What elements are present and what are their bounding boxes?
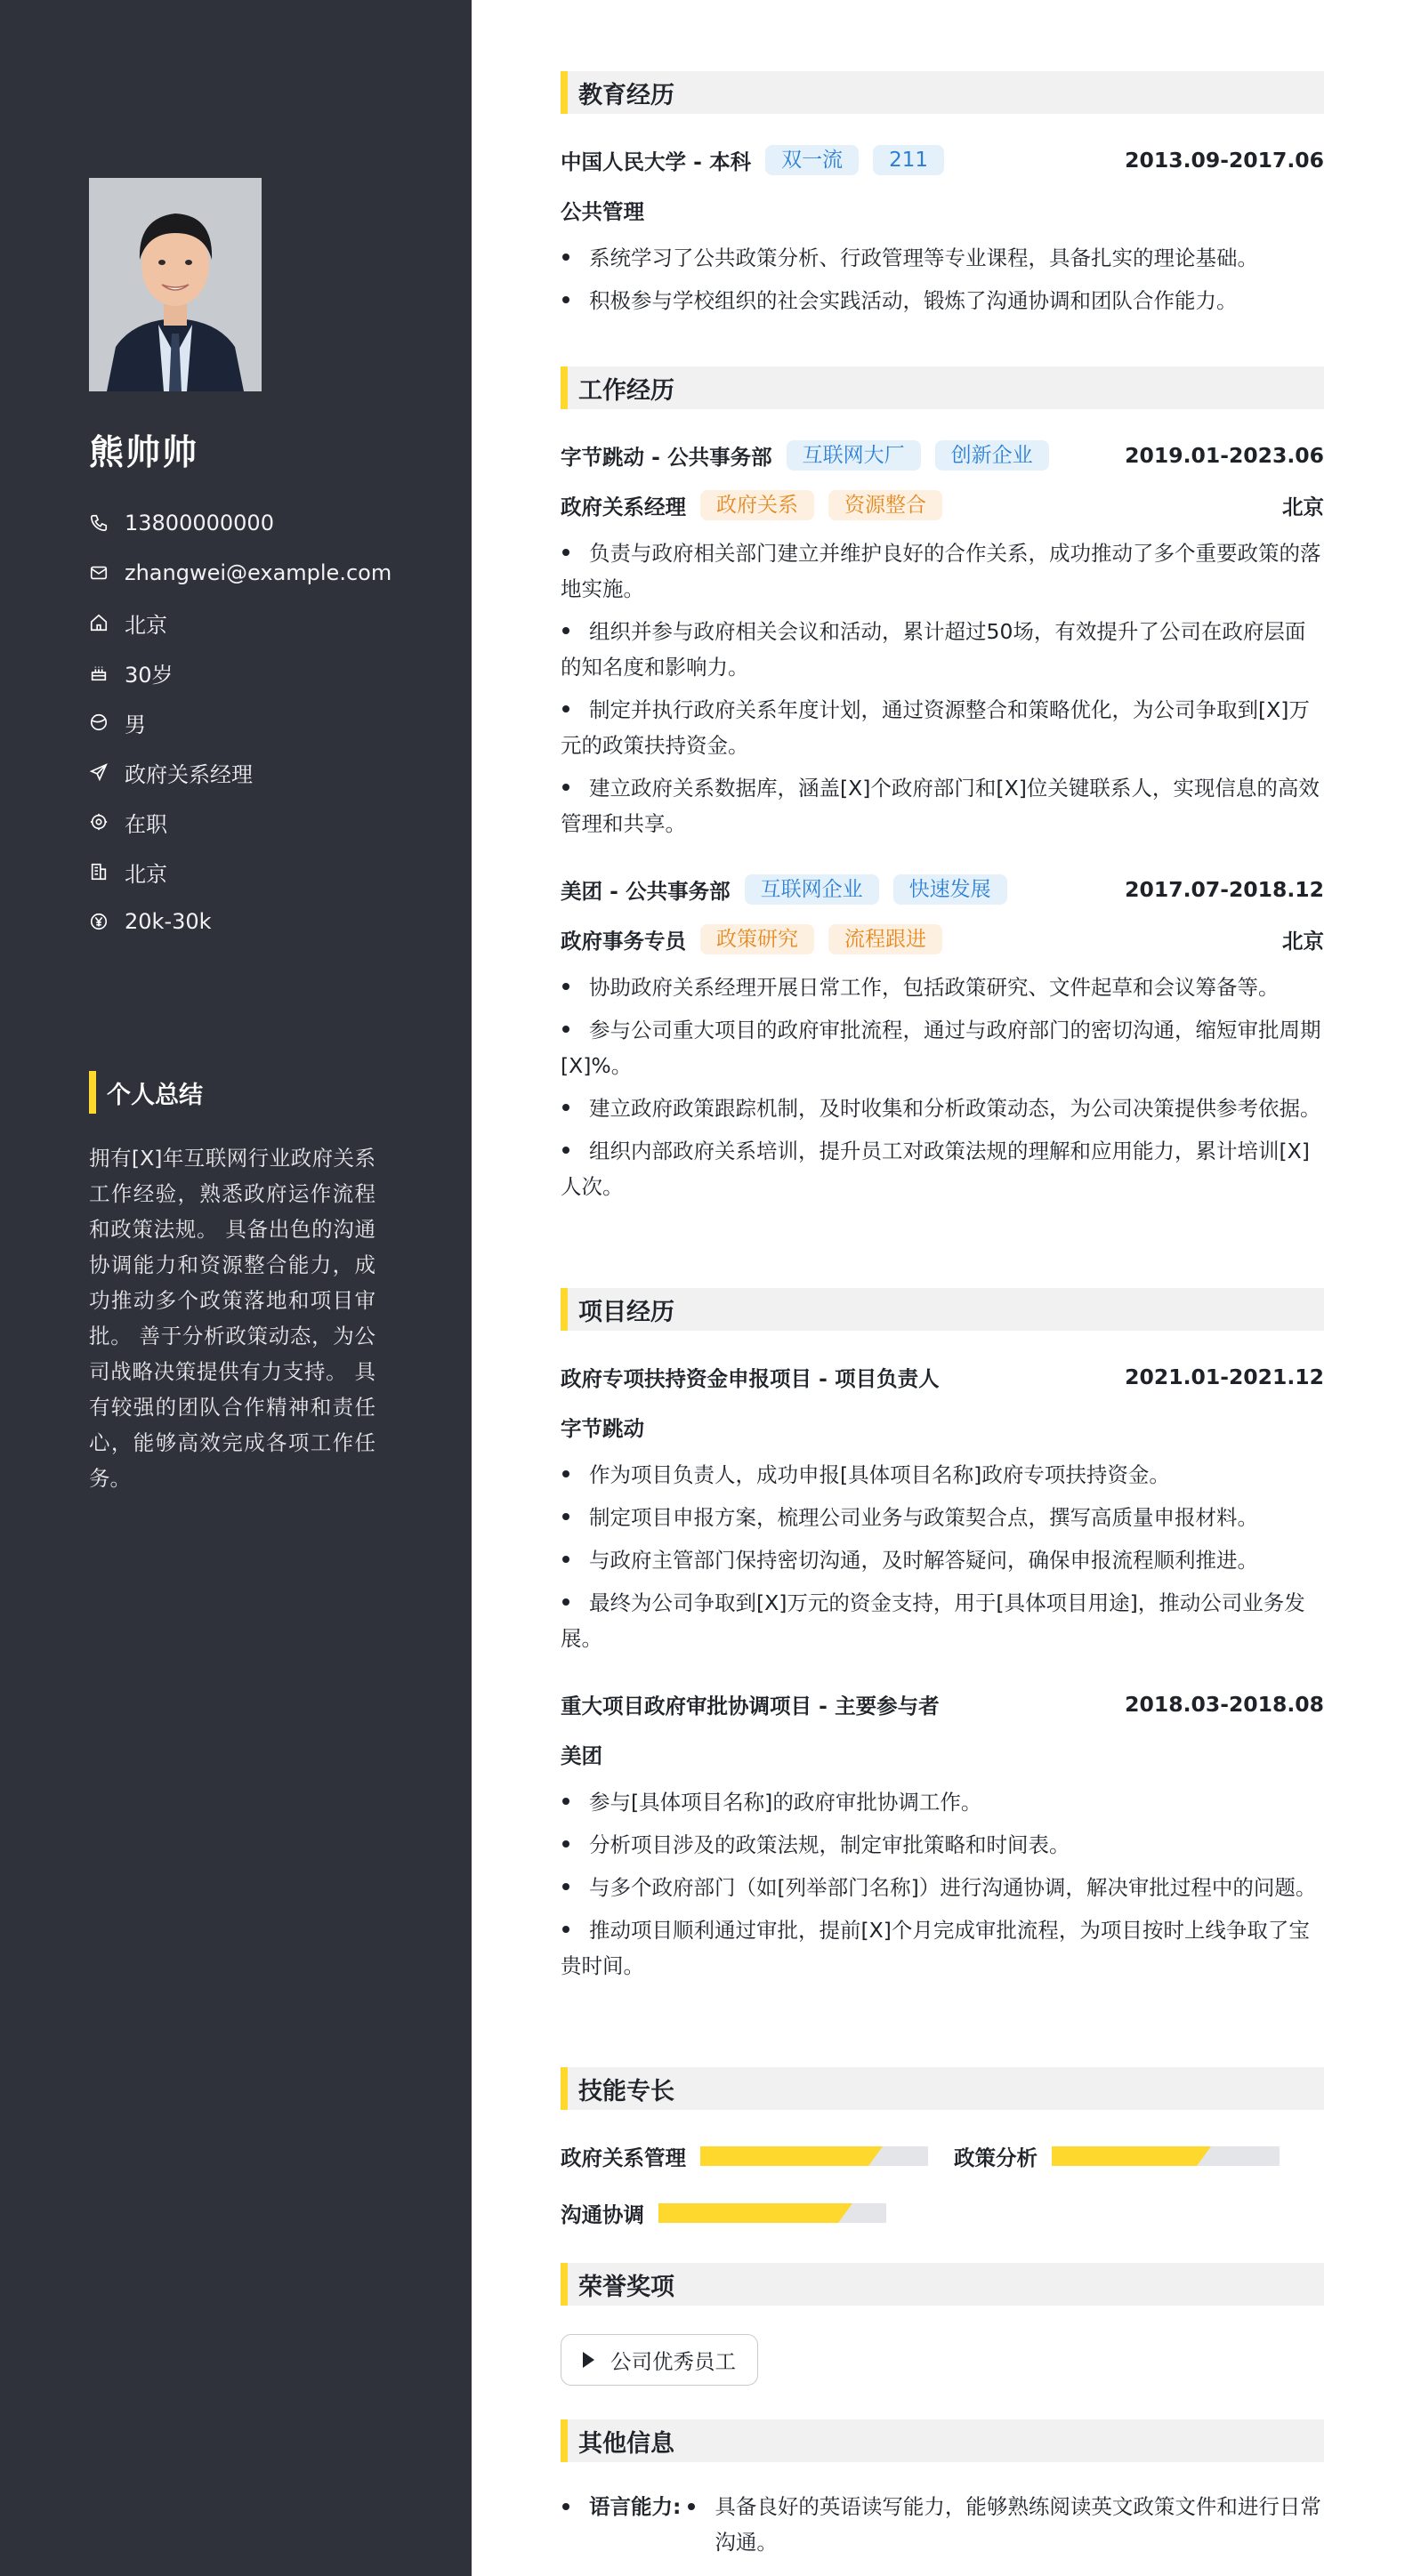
section-awards-title: 荣誉奖项 — [561, 2263, 1324, 2306]
job-date: 2017.07-2018.12 — [1125, 877, 1324, 902]
list-item: 组织并参与政府相关会议和活动，累计超过50场，有效提升了公司在政府层面的知名度和影响力。 — [561, 619, 1306, 680]
profile-name: 熊帅帅 — [89, 433, 199, 473]
list-item: 分析项目涉及的政策法规，制定审批策略和时间表。 — [561, 1827, 1324, 1863]
play-icon — [583, 2352, 594, 2368]
contact-info-list — [89, 498, 392, 946]
info-salary — [89, 897, 392, 946]
project-org-row — [561, 1409, 1324, 1445]
education-header — [561, 142, 1324, 178]
section-work-title: 工作经历 — [561, 366, 1324, 409]
list-item: 建立政府政策跟踪机制，及时收集和分析政策动态，为公司决策提供参考依据。 — [561, 1091, 1324, 1126]
skill-level-bar — [658, 2203, 838, 2223]
job-role: 政府关系经理 — [561, 495, 686, 519]
list-item: 协助政府关系经理开展日常工作，包括政策研究、文件起草和会议筹备等。 — [561, 970, 1324, 1005]
list-item: 推动项目顺利通过审批，提前[X]个月完成审批流程，为项目按时上线争取了宝贵时间。 — [561, 1918, 1310, 1978]
job-role-row — [561, 922, 1324, 957]
summary-heading: 个人总结 — [89, 1071, 203, 1114]
info-city-text: 北京 — [125, 861, 167, 887]
list-item: 负责与政府相关部门建立并维护良好的合作关系，成功推动了多个重要政策的落地实施。 — [561, 541, 1321, 601]
job-company: 字节跳动 - 公共事务部 — [561, 445, 772, 470]
gender-icon — [89, 712, 109, 732]
info-phone-text: 13800000000 — [125, 511, 274, 535]
project-bullets — [561, 1784, 1324, 1991]
other-info-item — [561, 2489, 1324, 2560]
education-major-row — [561, 192, 1324, 228]
building-icon — [89, 862, 109, 881]
info-gender-text: 男 — [125, 712, 146, 737]
job-city: 北京 — [1282, 495, 1324, 519]
role-tag: 资源整合 — [828, 490, 942, 520]
skill-level-bar — [700, 2146, 868, 2166]
info-email — [89, 548, 392, 598]
education-date: 2013.09-2017.06 — [1125, 148, 1324, 173]
skill-track — [658, 2203, 886, 2223]
skill-label: 政策分析 — [954, 2145, 1038, 2170]
section-projects-title: 项目经历 — [561, 1288, 1324, 1331]
yuan-icon — [89, 912, 109, 931]
project-header — [561, 1359, 1324, 1395]
list-item: 作为项目负责人，成功申报[具体项目名称]政府专项扶持资金。 — [561, 1457, 1324, 1493]
info-position — [89, 747, 392, 797]
other-info-value: 具备良好的英语读写能力，能够熟练阅读英文政策文件和进行日常沟通。 — [715, 2494, 1321, 2555]
info-position-text: 政府关系经理 — [125, 761, 253, 787]
list-item: 组织内部政府关系培训，提升员工对政策法规的理解和应用能力，累计培训[X]人次。 — [561, 1139, 1310, 1199]
skill-label: 沟通协调 — [561, 2202, 644, 2227]
info-status-text: 在职 — [125, 811, 167, 837]
education-school: 中国人民大学 - 本科 — [561, 149, 752, 174]
sidebar — [0, 0, 472, 2576]
list-item: 与多个政府部门（如[列举部门名称]）进行沟通协调，解决审批过程中的问题。 — [561, 1870, 1324, 1905]
project-name: 重大项目政府审批协调项目 - 主要参与者 — [561, 1694, 940, 1719]
phone-icon — [89, 513, 109, 533]
company-tag: 互联网大厂 — [787, 440, 921, 471]
other-info-key: 语言能力: — [589, 2494, 682, 2519]
section-education-title: 教育经历 — [561, 71, 1324, 114]
award-chip — [561, 2334, 758, 2386]
avatar — [89, 178, 262, 391]
info-age-text: 30岁 — [125, 662, 174, 688]
project-bullets — [561, 1457, 1324, 1663]
home-icon — [89, 613, 109, 632]
list-item: 建立政府关系数据库，涵盖[X]个政府部门和[X]位关键联系人，实现信息的高效管理和共享。 — [561, 776, 1320, 836]
info-salary-text: 20k-30k — [125, 909, 212, 934]
info-city — [89, 847, 392, 897]
job-header — [561, 872, 1324, 907]
job-header — [561, 438, 1324, 473]
job-company: 美团 - 公共事务部 — [561, 879, 731, 904]
award-label: 公司优秀员工 — [610, 2349, 736, 2374]
education-tag: 双一流 — [765, 145, 859, 175]
other-info-value-wrap — [686, 2489, 1324, 2560]
job-role-row — [561, 487, 1324, 523]
info-age — [89, 648, 392, 697]
other-info-key-wrap — [561, 2489, 681, 2560]
skill-label: 政府关系管理 — [561, 2145, 686, 2170]
role-tag: 流程跟进 — [828, 924, 942, 954]
info-status — [89, 797, 392, 847]
info-gender — [89, 697, 392, 747]
status-icon — [89, 812, 109, 832]
company-tag: 互联网企业 — [745, 874, 879, 905]
list-item: 系统学习了公共政策分析、行政管理等专业课程，具备扎实的理论基础。 — [561, 240, 1324, 276]
project-date: 2021.01-2021.12 — [1125, 1364, 1324, 1389]
job-date: 2019.01-2023.06 — [1125, 443, 1324, 468]
project-org: 美团 — [561, 1743, 602, 1768]
project-org: 字节跳动 — [561, 1416, 644, 1441]
project-name: 政府专项扶持资金申报项目 - 项目负责人 — [561, 1366, 940, 1391]
job-bullets — [561, 535, 1324, 849]
list-item: 与政府主管部门保持密切沟通，及时解答疑问，确保申报流程顺利推进。 — [561, 1542, 1324, 1578]
skill-item — [561, 2138, 928, 2174]
cake-icon — [89, 663, 109, 682]
job-city: 北京 — [1282, 929, 1324, 954]
project-date: 2018.03-2018.08 — [1125, 1692, 1324, 1717]
avatar-portrait — [89, 178, 262, 391]
info-location — [89, 598, 392, 648]
list-item: 参与[具体项目名称]的政府审批协调工作。 — [561, 1784, 1324, 1820]
list-item: 制定项目申报方案，梳理公司业务与政策契合点，撰写高质量申报材料。 — [561, 1500, 1324, 1535]
info-location-text: 北京 — [125, 612, 167, 638]
project-header — [561, 1686, 1324, 1722]
education-bullets — [561, 240, 1324, 326]
skill-track — [700, 2146, 928, 2166]
skill-track — [1052, 2146, 1280, 2166]
list-item: 积极参与学校组织的社会实践活动，锻炼了沟通协调和团队合作能力。 — [561, 283, 1324, 318]
education-tag: 211 — [873, 145, 944, 175]
project-org-row — [561, 1736, 1324, 1772]
company-tag: 快速发展 — [893, 874, 1007, 905]
section-skills-title: 技能专长 — [561, 2067, 1324, 2110]
skill-item — [561, 2195, 886, 2231]
mail-icon — [89, 563, 109, 583]
skill-item — [954, 2138, 1280, 2174]
role-tag: 政府关系 — [700, 490, 814, 520]
education-major: 公共管理 — [561, 199, 644, 224]
list-item: 制定并执行政府关系年度计划，通过资源整合和策略优化，为公司争取到[X]万元的政策扶持资金。 — [561, 697, 1310, 758]
list-item: 参与公司重大项目的政府审批流程，通过与政府部门的密切沟通，缩短审批周期[X]%。 — [561, 1018, 1321, 1078]
info-email-text: zhangwei@example.com — [125, 560, 392, 585]
job-role: 政府事务专员 — [561, 929, 686, 954]
job-bullets — [561, 970, 1324, 1212]
list-item: 最终为公司争取到[X]万元的资金支持，用于[具体项目用途]，推动公司业务发展。 — [561, 1590, 1305, 1651]
role-tag: 政策研究 — [700, 924, 814, 954]
send-icon — [89, 762, 109, 782]
skill-level-bar — [1052, 2146, 1197, 2166]
section-other-title: 其他信息 — [561, 2419, 1324, 2462]
summary-text: 拥有[X]年互联网行业政府关系工作经验，熟悉政府运作流程和政策法规。 具备出色的沟通协调能力和资源整合能力，成功推动多个政策落地和项目审批。 善于分析政策动态，为公司战略决策提供有力支持。 具有较强的团队合作精神和责任心，能够高效完成各项工作任务。 — [89, 1146, 375, 1491]
info-phone — [89, 498, 392, 548]
company-tag: 创新企业 — [935, 440, 1049, 471]
